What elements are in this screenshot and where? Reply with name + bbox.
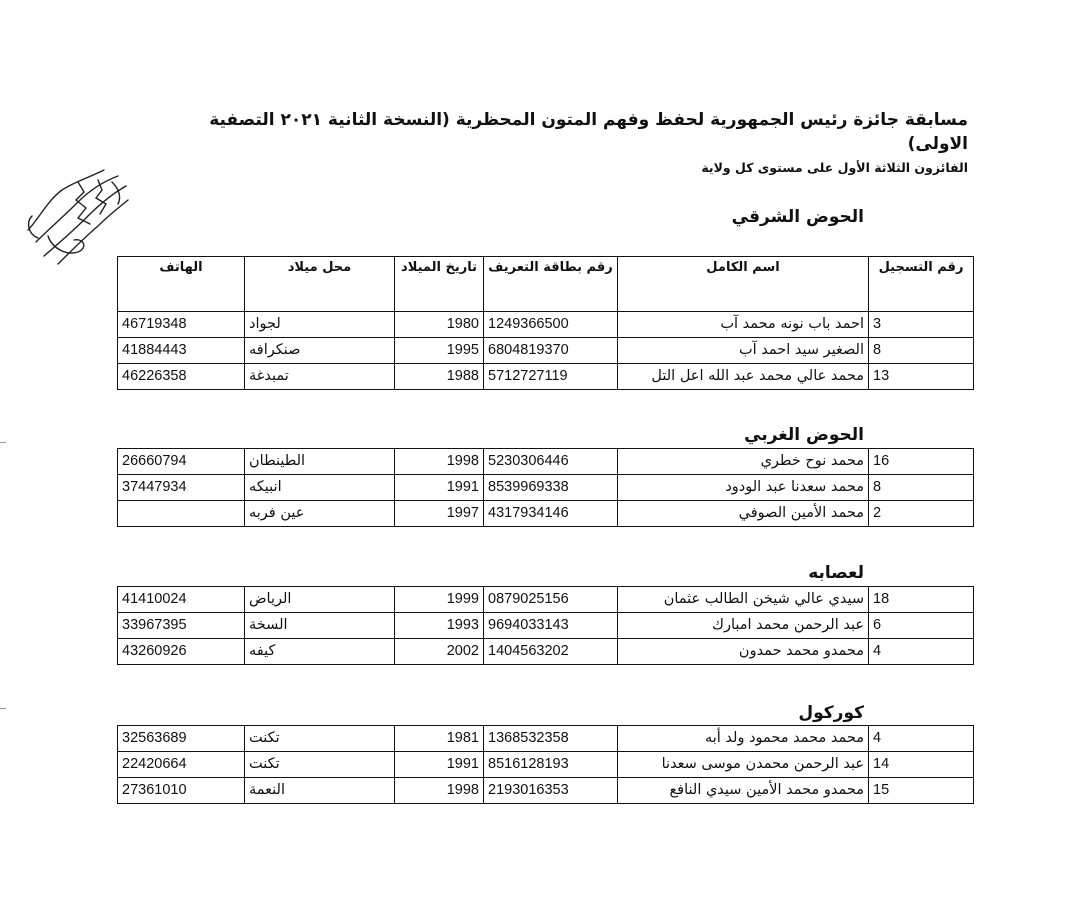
- cell-reg: 2: [869, 501, 974, 527]
- cell-id: 1249366500: [484, 312, 618, 338]
- table-header-row: [118, 257, 974, 312]
- table-row: [118, 613, 974, 639]
- cell-reg: 8: [869, 475, 974, 501]
- cell-phone: 37447934: [118, 475, 245, 501]
- cell-year: 1991: [395, 752, 484, 778]
- cell-reg: 15: [869, 778, 974, 804]
- cell-reg: 16: [869, 449, 974, 475]
- cell-place: النعمة: [245, 778, 395, 804]
- cell-name: محمدو محمد حمدون: [618, 639, 869, 665]
- header-phone: الهاتف: [118, 257, 245, 312]
- cell-phone: 22420664: [118, 752, 245, 778]
- results-table-assaba: [117, 586, 974, 665]
- section-heading: الحوض الشرقي: [731, 207, 864, 227]
- cell-name: محمد محمد محمود ولد أبه: [618, 726, 869, 752]
- cell-id: 1404563202: [484, 639, 618, 665]
- results-table-east-hodh: [117, 256, 974, 390]
- results-table-west-hodh: [117, 448, 974, 527]
- cell-phone: 27361010: [118, 778, 245, 804]
- table-row: [118, 778, 974, 804]
- results-table-gorgol: [117, 725, 974, 804]
- cell-place: تكنت: [245, 726, 395, 752]
- section-heading: كوركول: [798, 703, 864, 723]
- cell-year: 1999: [395, 587, 484, 613]
- table-row: [118, 312, 974, 338]
- cell-phone: 41884443: [118, 338, 245, 364]
- page-subtitle: الفائزون الثلاثة الأول على مستوى كل ولاية: [701, 160, 968, 175]
- cell-name: الصغير سيد احمد آب: [618, 338, 869, 364]
- cell-year: 1980: [395, 312, 484, 338]
- table-row: [118, 475, 974, 501]
- cell-id: 5230306446: [484, 449, 618, 475]
- cell-reg: 14: [869, 752, 974, 778]
- scan-edge-mark: [0, 708, 6, 709]
- cell-year: 1988: [395, 364, 484, 390]
- cell-id: 6804819370: [484, 338, 618, 364]
- cell-year: 1995: [395, 338, 484, 364]
- cell-phone: 32563689: [118, 726, 245, 752]
- cell-phone: 46719348: [118, 312, 245, 338]
- cell-year: 2002: [395, 639, 484, 665]
- section-heading: الحوض الغربي: [744, 425, 864, 445]
- header-reg: رقم التسجيل: [869, 257, 974, 312]
- scan-edge-mark: [0, 442, 6, 443]
- cell-reg: 4: [869, 639, 974, 665]
- cell-phone: 33967395: [118, 613, 245, 639]
- cell-year: 1997: [395, 501, 484, 527]
- cell-place: السخة: [245, 613, 395, 639]
- cell-id: 9694033143: [484, 613, 618, 639]
- cell-name: عبد الرحمن محمد امبارك: [618, 613, 869, 639]
- table-row: [118, 364, 974, 390]
- table-row: [118, 501, 974, 527]
- cell-year: 1993: [395, 613, 484, 639]
- header-id: رقم بطاقة التعريف: [484, 257, 618, 312]
- table-row: [118, 449, 974, 475]
- cell-reg: 18: [869, 587, 974, 613]
- cell-year: 1998: [395, 449, 484, 475]
- cell-name: محمدو محمد الأمين سيدي النافع: [618, 778, 869, 804]
- cell-reg: 6: [869, 613, 974, 639]
- cell-id: 8516128193: [484, 752, 618, 778]
- cell-place: الرياض: [245, 587, 395, 613]
- cell-place: صنكرافه: [245, 338, 395, 364]
- cell-phone: [118, 501, 245, 527]
- cell-name: سيدي عالي شيخن الطالب عثمان: [618, 587, 869, 613]
- cell-place: الطينطان: [245, 449, 395, 475]
- cell-place: كيفه: [245, 639, 395, 665]
- cell-name: محمد سعدنا عبد الودود: [618, 475, 869, 501]
- cell-phone: 46226358: [118, 364, 245, 390]
- header-birth-year: تاريخ الميلاد: [395, 257, 484, 312]
- cell-id: 1368532358: [484, 726, 618, 752]
- cell-year: 1998: [395, 778, 484, 804]
- cell-place: تمبدغة: [245, 364, 395, 390]
- cell-id: 8539969338: [484, 475, 618, 501]
- cell-reg: 8: [869, 338, 974, 364]
- cell-name: محمد نوح خطري: [618, 449, 869, 475]
- section-heading: لعصابه: [808, 563, 864, 583]
- cell-name: محمد عالي محمد عبد الله اعل التل: [618, 364, 869, 390]
- cell-name: احمد باب نونه محمد آب: [618, 312, 869, 338]
- cell-place: تكنت: [245, 752, 395, 778]
- cell-name: محمد الأمين الصوفي: [618, 501, 869, 527]
- cell-year: 1981: [395, 726, 484, 752]
- cell-phone: 41410024: [118, 587, 245, 613]
- cell-place: لجواد: [245, 312, 395, 338]
- cell-id: 4317934146: [484, 501, 618, 527]
- cell-id: 2193016353: [484, 778, 618, 804]
- table-row: [118, 752, 974, 778]
- cell-phone: 26660794: [118, 449, 245, 475]
- header-birth-place: محل ميلاد: [245, 257, 395, 312]
- cell-reg: 13: [869, 364, 974, 390]
- cell-id: 5712727119: [484, 364, 618, 390]
- cell-year: 1991: [395, 475, 484, 501]
- cell-phone: 43260926: [118, 639, 245, 665]
- table-row: [118, 338, 974, 364]
- cell-name: عبد الرحمن محمدن موسى سعدنا: [618, 752, 869, 778]
- cell-place: عين فربه: [245, 501, 395, 527]
- cell-reg: 4: [869, 726, 974, 752]
- table-row: [118, 587, 974, 613]
- table-row: [118, 726, 974, 752]
- cell-id: 0879025156: [484, 587, 618, 613]
- cell-reg: 3: [869, 312, 974, 338]
- cell-place: انبيكه: [245, 475, 395, 501]
- page-title: مسابقة جائزة رئيس الجمهورية لحفظ وفهم المتون المحظرية (النسخة الثانية ٢٠٢١ التصفية الاولى): [209, 110, 968, 154]
- table-row: [118, 639, 974, 665]
- header-name: اسم الكامل: [618, 257, 869, 312]
